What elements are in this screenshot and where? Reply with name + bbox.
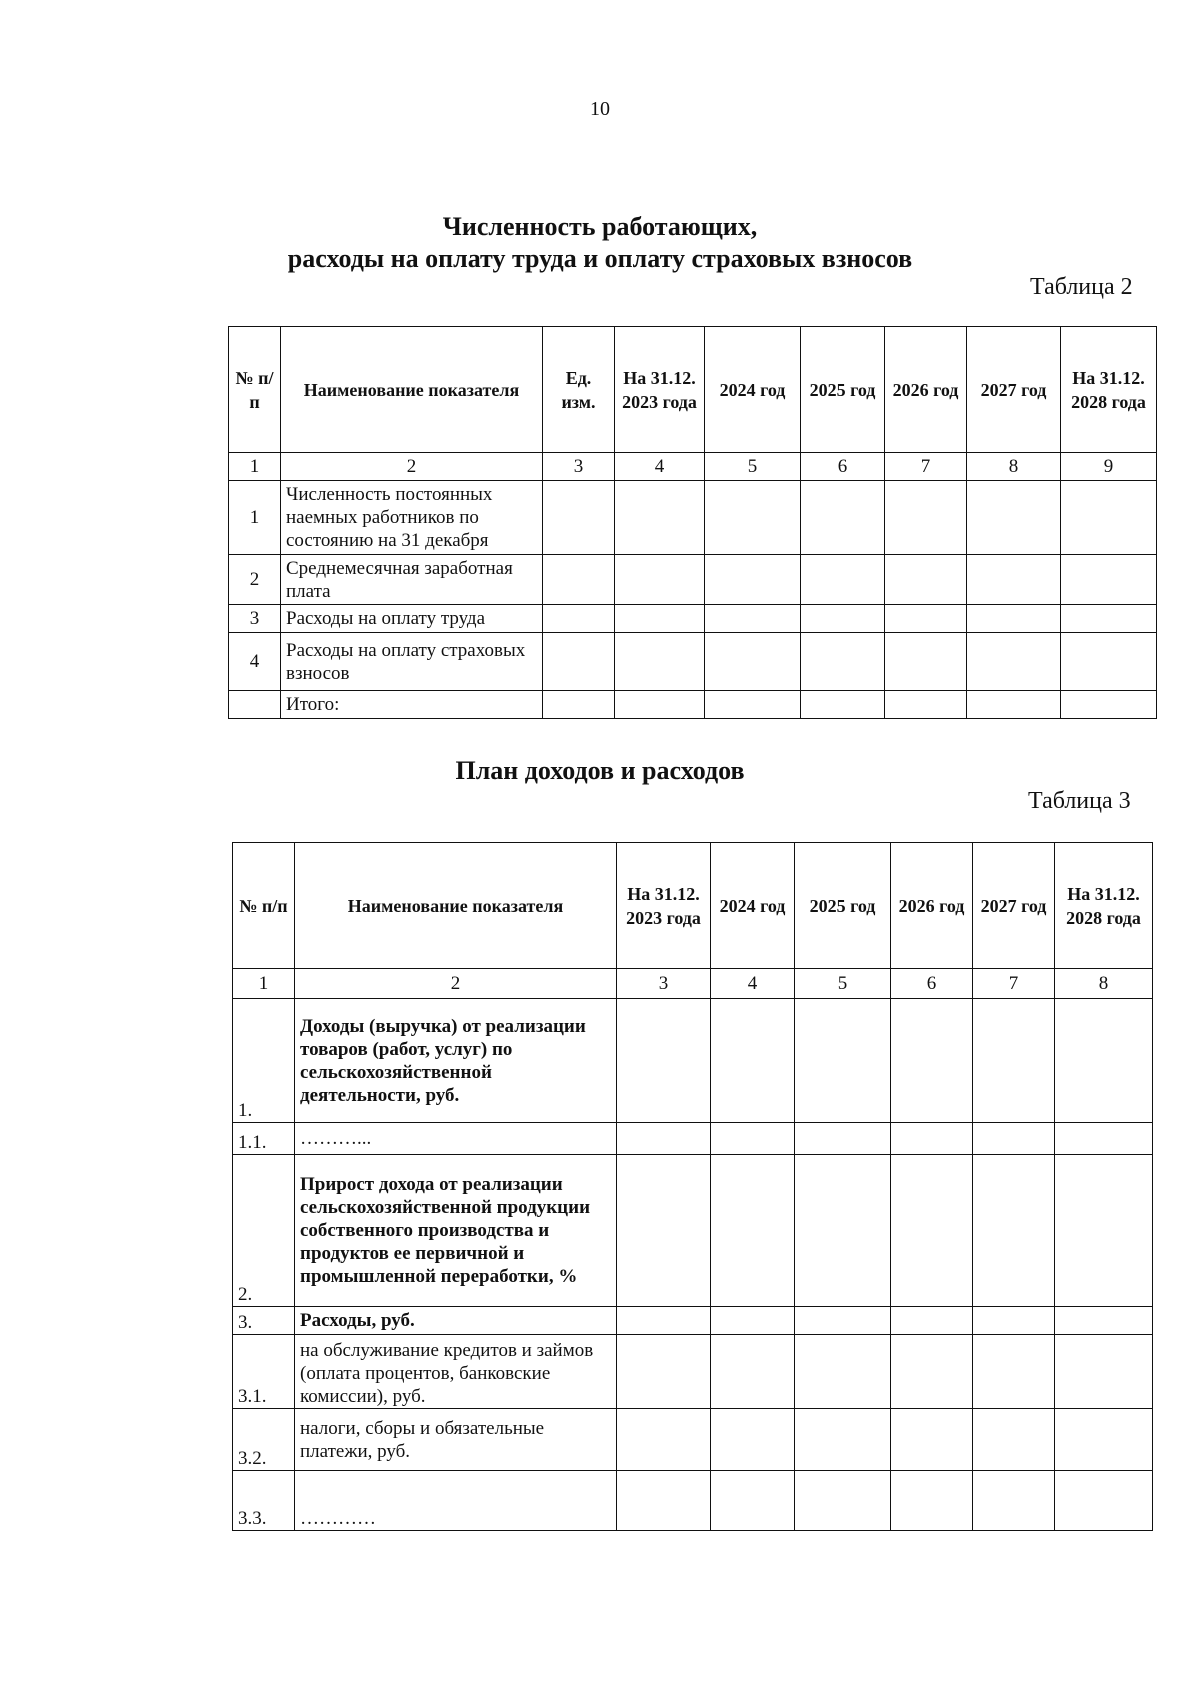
empty-cell — [543, 481, 615, 555]
empty-cell — [1055, 1409, 1153, 1471]
empty-cell — [891, 1335, 973, 1409]
header-cell: На 31.12. 2023 года — [617, 843, 711, 969]
empty-cell — [967, 691, 1061, 719]
empty-cell — [617, 1471, 711, 1531]
table-row — [233, 1471, 1153, 1531]
empty-cell — [617, 1409, 711, 1471]
empty-cell — [795, 1471, 891, 1531]
empty-cell — [967, 481, 1061, 555]
table2-title-line1: Численность работающих, — [442, 212, 758, 241]
empty-cell — [705, 481, 801, 555]
column-index: 6 — [891, 969, 973, 999]
empty-cell — [705, 633, 801, 691]
empty-cell — [617, 999, 711, 1123]
header-cell: На 31.12. 2028 года — [1055, 843, 1153, 969]
table-row — [229, 555, 1157, 605]
empty-cell — [711, 1307, 795, 1335]
column-index: 3 — [617, 969, 711, 999]
empty-cell — [705, 605, 801, 633]
empty-cell — [973, 1155, 1055, 1307]
table-row — [233, 1123, 1153, 1155]
row-number: 2 — [229, 555, 281, 605]
column-index: 1 — [229, 453, 281, 481]
empty-cell — [711, 999, 795, 1123]
column-index: 7 — [885, 453, 967, 481]
empty-cell — [891, 1307, 973, 1335]
table3 — [232, 842, 1153, 1531]
column-index: 8 — [1055, 969, 1153, 999]
row-name: Итого: — [281, 691, 543, 719]
table3-caption: Таблица 3 — [1028, 788, 1131, 814]
empty-cell — [543, 633, 615, 691]
page-number: 10 — [590, 98, 610, 120]
table2 — [228, 326, 1157, 719]
empty-cell — [885, 605, 967, 633]
header-cell: 2026 год — [891, 843, 973, 969]
header-cell: На 31.12. 2028 года — [1061, 327, 1157, 453]
empty-cell — [543, 691, 615, 719]
header-cell: На 31.12. 2023 года — [615, 327, 705, 453]
empty-cell — [617, 1155, 711, 1307]
empty-cell — [615, 605, 705, 633]
empty-cell — [801, 605, 885, 633]
empty-cell — [801, 633, 885, 691]
empty-cell — [1055, 1471, 1153, 1531]
empty-cell — [795, 1307, 891, 1335]
table-row — [233, 999, 1153, 1123]
empty-cell — [891, 1155, 973, 1307]
empty-cell — [1055, 999, 1153, 1123]
empty-cell — [795, 999, 891, 1123]
empty-cell — [801, 555, 885, 605]
empty-cell — [1055, 1155, 1153, 1307]
table-row — [233, 1155, 1153, 1307]
empty-cell — [973, 1471, 1055, 1531]
row-name: ………... — [295, 1123, 617, 1155]
empty-cell — [1061, 481, 1157, 555]
column-index: 2 — [281, 453, 543, 481]
empty-cell — [801, 481, 885, 555]
row-number: 4 — [229, 633, 281, 691]
empty-cell — [711, 1335, 795, 1409]
column-index: 5 — [795, 969, 891, 999]
table2-title-line2: расходы на оплату труда и оплату страховых взносов — [287, 244, 913, 273]
empty-cell — [885, 691, 967, 719]
row-name: Среднемесячная заработная плата — [281, 555, 543, 605]
empty-cell — [615, 481, 705, 555]
row-number — [229, 691, 281, 719]
empty-cell — [711, 1409, 795, 1471]
header-cell: 2027 год — [967, 327, 1061, 453]
empty-cell — [543, 605, 615, 633]
row-name: Численность постоянных наемных работников по состоянию на 31 декабря — [281, 481, 543, 555]
row-number: 1.1. — [233, 1123, 295, 1155]
table-row — [233, 1335, 1153, 1409]
empty-cell — [973, 1335, 1055, 1409]
empty-cell — [615, 555, 705, 605]
empty-cell — [617, 1335, 711, 1409]
column-index: 3 — [543, 453, 615, 481]
header-cell: 2025 год — [795, 843, 891, 969]
empty-cell — [1061, 605, 1157, 633]
row-number: 2. — [233, 1155, 295, 1307]
empty-cell — [711, 1123, 795, 1155]
empty-cell — [801, 691, 885, 719]
table3-title: План доходов и расходов — [455, 756, 745, 785]
table2-header-row — [229, 327, 1157, 453]
header-cell: № п/п — [233, 843, 295, 969]
table-row — [233, 1307, 1153, 1335]
empty-cell — [891, 999, 973, 1123]
empty-cell — [885, 481, 967, 555]
row-name: Расходы на оплату труда — [281, 605, 543, 633]
empty-cell — [617, 1123, 711, 1155]
empty-cell — [1061, 633, 1157, 691]
empty-cell — [615, 633, 705, 691]
column-index: 6 — [801, 453, 885, 481]
empty-cell — [973, 1409, 1055, 1471]
empty-cell — [891, 1409, 973, 1471]
empty-cell — [967, 605, 1061, 633]
column-index: 2 — [295, 969, 617, 999]
header-cell: 2026 год — [885, 327, 967, 453]
table2-index-row — [229, 453, 1157, 481]
empty-cell — [543, 555, 615, 605]
row-number: 3.1. — [233, 1335, 295, 1409]
empty-cell — [1055, 1123, 1153, 1155]
row-number: 3. — [233, 1307, 295, 1335]
table-row — [229, 633, 1157, 691]
column-index: 5 — [705, 453, 801, 481]
row-name: ………… — [295, 1471, 617, 1531]
empty-cell — [711, 1471, 795, 1531]
row-number: 3 — [229, 605, 281, 633]
empty-cell — [1055, 1307, 1153, 1335]
empty-cell — [705, 555, 801, 605]
empty-cell — [891, 1471, 973, 1531]
empty-cell — [705, 691, 801, 719]
header-cell: 2025 год — [801, 327, 885, 453]
header-cell: Наименование показателя — [295, 843, 617, 969]
table2-caption: Таблица 2 — [1030, 274, 1133, 300]
header-cell: 2027 год — [973, 843, 1055, 969]
row-number: 3.2. — [233, 1409, 295, 1471]
row-name: Расходы на оплату страховых взносов — [281, 633, 543, 691]
column-index: 4 — [711, 969, 795, 999]
table-row — [229, 605, 1157, 633]
row-number: 1 — [229, 481, 281, 555]
empty-cell — [973, 1307, 1055, 1335]
empty-cell — [1061, 555, 1157, 605]
table-row — [229, 481, 1157, 555]
row-name: Доходы (выручка) от реализации товаров (работ, услуг) по сельскохозяйственной деятельности, руб. — [295, 999, 617, 1123]
row-name: налоги, сборы и обязательные платежи, руб. — [295, 1409, 617, 1471]
column-index: 1 — [233, 969, 295, 999]
column-index: 9 — [1061, 453, 1157, 481]
row-name: Прирост дохода от реализации сельскохозяйственной продукции собственного производства и продуктов ее первичной и промышленной переработки, % — [295, 1155, 617, 1307]
table-row — [233, 1409, 1153, 1471]
empty-cell — [617, 1307, 711, 1335]
header-cell: Ед. изм. — [543, 327, 615, 453]
column-index: 4 — [615, 453, 705, 481]
empty-cell — [973, 1123, 1055, 1155]
empty-cell — [885, 633, 967, 691]
empty-cell — [967, 555, 1061, 605]
empty-cell — [891, 1123, 973, 1155]
header-cell: № п/п — [229, 327, 281, 453]
empty-cell — [967, 633, 1061, 691]
empty-cell — [1055, 1335, 1153, 1409]
empty-cell — [885, 555, 967, 605]
empty-cell — [973, 999, 1055, 1123]
row-name: на обслуживание кредитов и займов (оплата процентов, банковские комиссии), руб. — [295, 1335, 617, 1409]
empty-cell — [795, 1155, 891, 1307]
table-row-total — [229, 691, 1157, 719]
column-index: 8 — [967, 453, 1061, 481]
empty-cell — [795, 1335, 891, 1409]
row-name: Расходы, руб. — [295, 1307, 617, 1335]
header-cell: 2024 год — [711, 843, 795, 969]
table3-header-row — [233, 843, 1153, 969]
column-index: 7 — [973, 969, 1055, 999]
row-number: 1. — [233, 999, 295, 1123]
header-cell: 2024 год — [705, 327, 801, 453]
empty-cell — [711, 1155, 795, 1307]
header-cell: Наименование показателя — [281, 327, 543, 453]
table3-index-row — [233, 969, 1153, 999]
row-number: 3.3. — [233, 1471, 295, 1531]
empty-cell — [1061, 691, 1157, 719]
empty-cell — [795, 1123, 891, 1155]
empty-cell — [795, 1409, 891, 1471]
empty-cell — [615, 691, 705, 719]
